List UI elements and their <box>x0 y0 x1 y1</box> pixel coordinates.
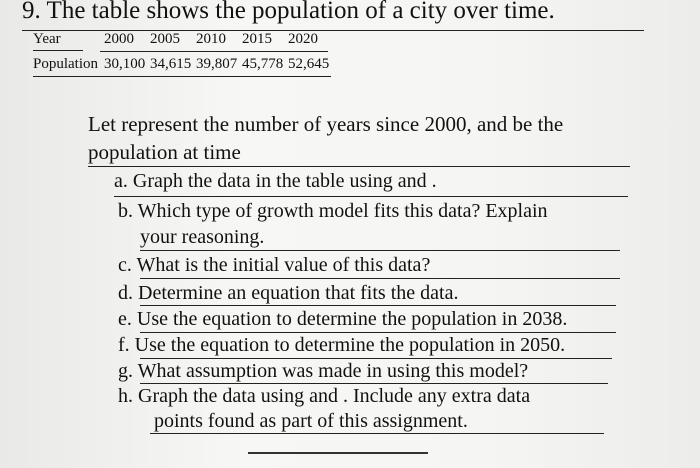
population-cell: 39,807 <box>196 56 238 72</box>
item-g: g. What assumption was made in using this model? <box>118 360 529 382</box>
problem-title: 9. The table shows the population of a city over time. <box>22 0 555 24</box>
year-label-underline <box>33 50 83 51</box>
item-d: d. Determine an equation that fits the data. <box>118 282 459 304</box>
intro-line-2: population at time <box>88 140 241 164</box>
population-cell: 45,778 <box>242 56 284 72</box>
year-cell: 2015 <box>242 31 272 47</box>
bottom-divider <box>248 452 428 454</box>
year-row-underline <box>100 51 328 52</box>
year-cell: 2005 <box>150 31 180 47</box>
population-row-label: Population <box>33 56 99 72</box>
item-underline <box>140 383 608 384</box>
item-h: h. Graph the data using and . Include any extra data <box>118 385 531 407</box>
item-underline <box>140 358 612 359</box>
year-cell: 2020 <box>288 31 318 47</box>
item-underline <box>114 196 628 197</box>
item-underline <box>150 433 604 434</box>
year-cell: 2010 <box>196 31 226 47</box>
item-a: a. Graph the data in the table using and . <box>114 170 437 192</box>
item-h-continued: points found as part of this assignment. <box>154 410 468 432</box>
intro-underline <box>88 166 630 167</box>
year-cell: 2000 <box>104 31 134 47</box>
intro-line-1: Let represent the number of years since 2000, and be the <box>88 112 564 136</box>
population-cell: 34,615 <box>150 56 192 72</box>
population-cell: 52,645 <box>288 56 330 72</box>
population-cell: 30,100 <box>104 56 146 72</box>
item-e: e. Use the equation to determine the population in 2038. <box>118 308 568 330</box>
item-underline <box>140 250 620 251</box>
population-row-underline <box>33 76 331 77</box>
item-b: b. Which type of growth model fits this data? Explain <box>118 200 548 222</box>
year-row-label: Year <box>33 31 61 47</box>
item-c: c. What is the initial value of this data? <box>118 254 431 276</box>
item-underline <box>140 305 616 306</box>
item-f: f. Use the equation to determine the population in 2050. <box>118 334 566 356</box>
item-b-continued: your reasoning. <box>140 226 265 248</box>
item-underline <box>140 332 616 333</box>
item-underline <box>140 278 620 279</box>
